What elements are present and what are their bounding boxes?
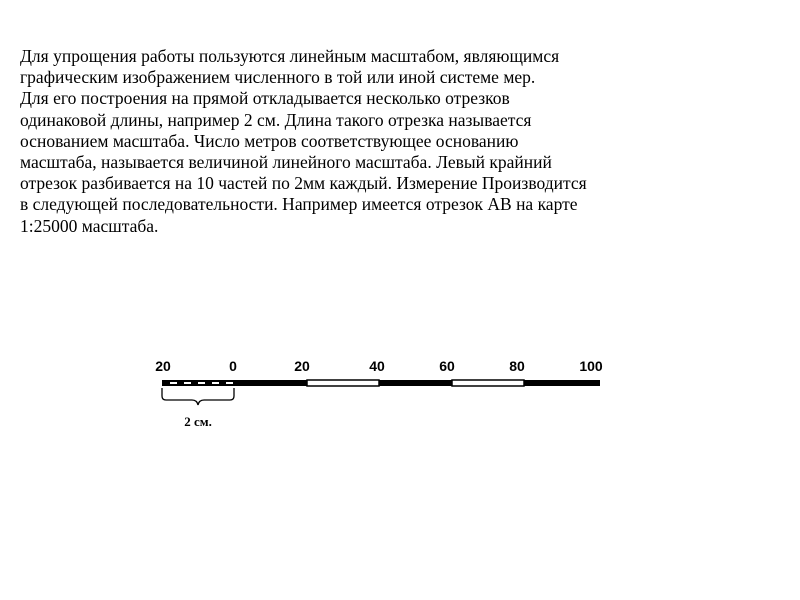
scale-segment-black [524, 380, 600, 386]
scale-tick-label: 20 [294, 358, 310, 374]
text-line: Для его построения на прямой откладывается несколько отрезков [20, 88, 510, 109]
scale-segment-white [452, 380, 524, 386]
scale-segment-black [379, 380, 452, 386]
brace-bracket [162, 388, 234, 405]
scale-tick-label: 0 [229, 358, 237, 374]
scale-subdivision-gap [212, 382, 219, 384]
text-line: отрезок разбивается на 10 частей по 2мм каждый. Измерение Производится [20, 173, 587, 194]
scale-subdivision-gap [198, 382, 205, 384]
scale-segment-black [234, 380, 307, 386]
scale-subdivision-gap [184, 382, 191, 384]
text-line: 1:25000 масштаба. [20, 215, 159, 236]
scale-segment-white [307, 380, 379, 386]
text-line: основанием масштаба. Число метров соответствующее основанию [20, 130, 519, 151]
scale-tick-label: 60 [439, 358, 455, 374]
scale-tick-label: 40 [369, 358, 385, 374]
text-line: одинаковой длины, например 2 см. Длина такого отрезка называется [20, 109, 532, 130]
text-line: графическим изображением численного в той или иной системе мер. [20, 67, 536, 88]
text-line: масштаба, называется величиной линейного масштаба. Левый крайний [20, 152, 552, 173]
brace-label: 2 см. [184, 414, 212, 429]
text-line: в следующей последовательности. Например имеется отрезок АВ на карте [20, 194, 578, 215]
text-line: Для упрощения работы пользуются линейным масштабом, являющимся [20, 46, 560, 66]
scale-subdivision-gap [170, 382, 177, 384]
scale-tick-label: 80 [509, 358, 525, 374]
scale-subdivision-gap [226, 382, 233, 384]
scale-tick-label: 100 [579, 358, 603, 374]
scale-tick-label: 20 [155, 358, 171, 374]
